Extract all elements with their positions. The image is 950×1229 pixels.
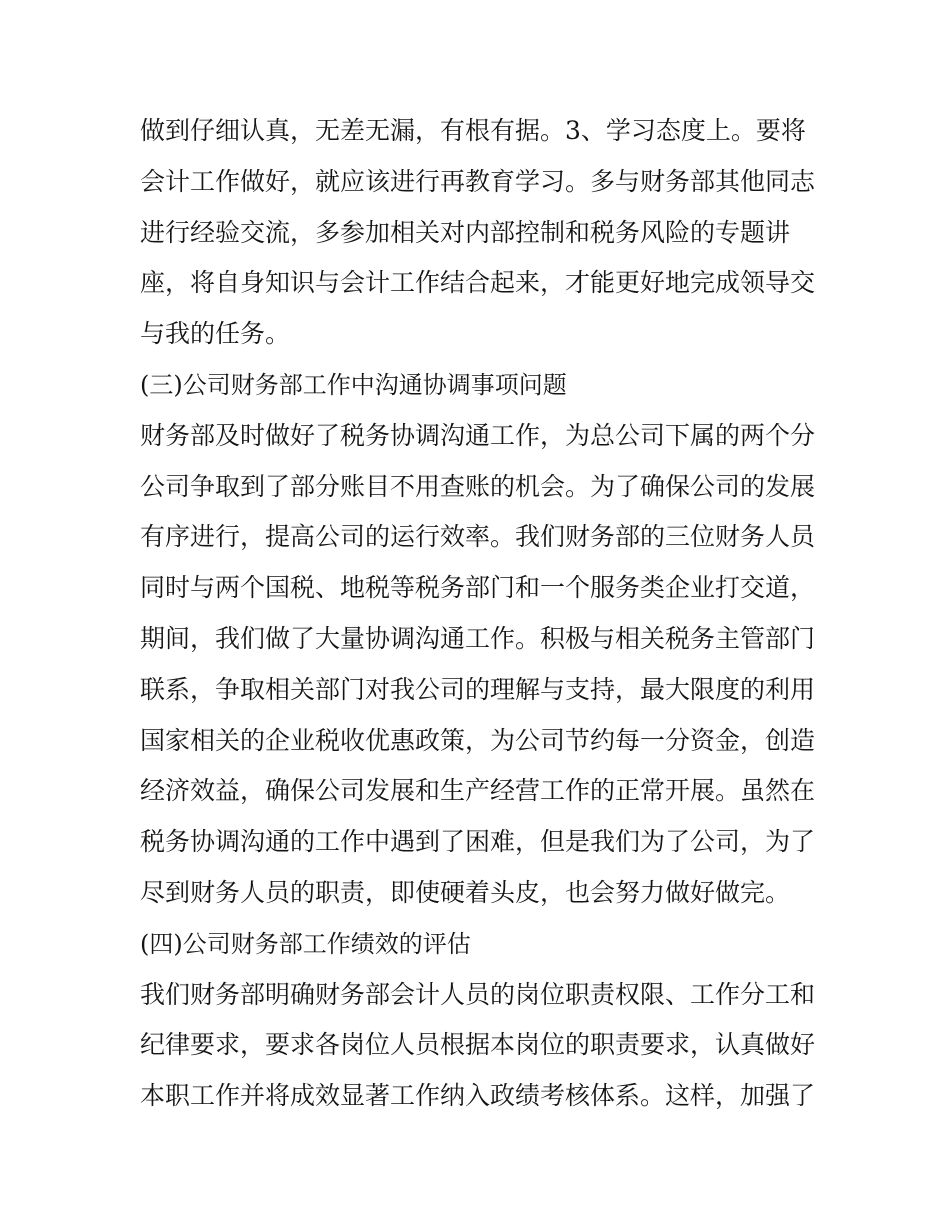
text-line: 纪律要求，要求各岗位人员根据本岗位的职责要求，认真做好 <box>140 1030 816 1060</box>
section-heading: (四)公司财务部工作绩效的评估 <box>140 929 471 958</box>
text-line: 会计工作做好，就应该进行再教育学习。多与财务部其他同志 <box>140 166 816 196</box>
text-line: 财务部及时做好了税务协调沟通工作，为总公司下属的两个分 <box>140 420 816 450</box>
section-heading: (三)公司财务部工作中沟通协调事项问题 <box>140 370 567 399</box>
text-line: 尽到财务人员的职责，即使硬着头皮，也会努力做好做完。 <box>140 877 791 907</box>
text-line: 我们财务部明确财务部会计人员的岗位职责权限、工作分工和 <box>140 979 816 1009</box>
document-body <box>140 106 820 1122</box>
text-line: 同时与两个国税、地税等税务部门和一个服务类企业打交道， <box>140 573 816 603</box>
text-line: 国家相关的企业税收优惠政策，为公司节约每一分资金，创造 <box>140 725 816 755</box>
text-line: 公司争取到了部分账目不用查账的机会。为了确保公司的发展 <box>140 471 816 501</box>
text-line: 期间，我们做了大量协调沟通工作。积极与相关税务主管部门 <box>140 623 816 653</box>
text-line: 有序进行，提高公司的运行效率。我们财务部的三位财务人员 <box>140 522 816 552</box>
text-line: 与我的任务。 <box>140 319 291 349</box>
text-line: 税务协调沟通的工作中遇到了困难，但是我们为了公司，为了 <box>140 827 816 857</box>
text-line: 经济效益，确保公司发展和生产经营工作的正常开展。虽然在 <box>140 776 816 806</box>
text-line: 联系，争取相关部门对我公司的理解与支持，最大限度的利用 <box>140 674 816 704</box>
text-line: 进行经验交流，多参加相关对内部控制和税务风险的专题讲 <box>140 217 791 247</box>
text-line: 做到仔细认真，无差无漏，有根有据。3、学习态度上。要将 <box>140 116 806 145</box>
text-line: 座，将自身知识与会计工作结合起来，才能更好地完成领导交 <box>140 268 816 298</box>
text-line: 本职工作并将成效显著工作纳入政绩考核体系。这样，加强了 <box>140 1081 816 1111</box>
